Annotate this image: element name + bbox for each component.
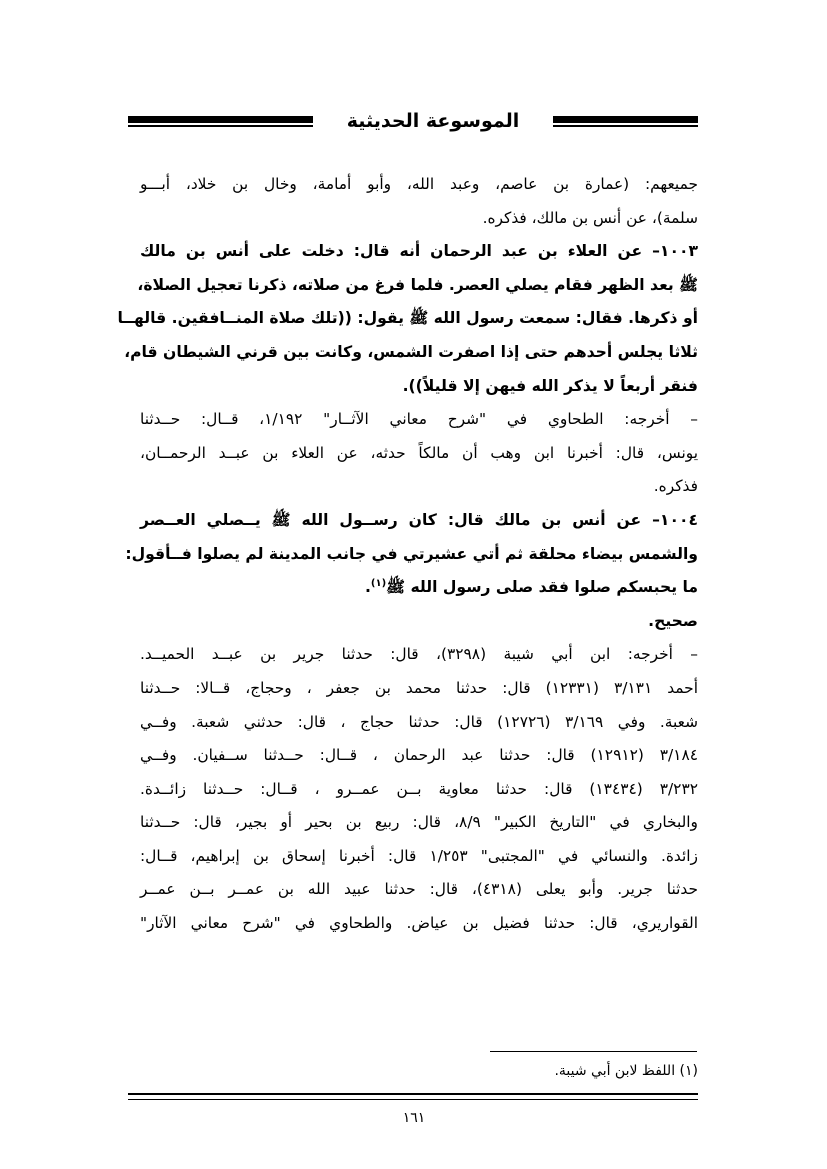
text-line: ١٠٠٣– عن العلاء بن عبد الرحمان أنه قال: دخلت على أنس بن مالك bbox=[140, 242, 698, 261]
text-line: جميعهم: (عمارة بن عاصم، وعبد الله، وأبو أمامة، وخال بن خلاد، أبـــو bbox=[140, 175, 698, 193]
header-rule-left bbox=[128, 116, 313, 123]
text-line: – أخرجه: الطحاوي في "شرح معاني الآثــار" ١/١٩٢، قــال: حــدثنا bbox=[140, 410, 698, 429]
body-text bbox=[117, 168, 699, 941]
text-line: ما يحبسكم صلوا فقد صلى رسول الله ﷺ$^{(١)}$. bbox=[364, 577, 698, 597]
page-number: ١٦١ bbox=[402, 1110, 426, 1126]
text-line: حدثنا جرير. وأبو يعلى (٤٣١٨)، قال: حدثنا عبيد الله بن عمــر بــن عمــر bbox=[140, 880, 698, 899]
text-line: القواريري، قال: حدثنا فضيل بن عياض. والطحاوي في "شرح معاني الآثار" bbox=[140, 914, 698, 933]
text-line: ثلاثا يجلس أحدهم حتى إذا اصفرت الشمس، وكانت بين قرني الشيطان قام، bbox=[124, 342, 698, 361]
header-rule-right bbox=[553, 116, 698, 123]
text-line: ٣/٢٣٢ (١٣٤٣٤) قال: حدثنا معاوية بــن عمــرو ، قــال: حــدثنا زائــدة. bbox=[140, 779, 698, 798]
text-line: يونس، قال: أخبرنا ابن وهب أن مالكاً حدثه، عن العلاء بن عبــد الرحمــان، bbox=[140, 443, 698, 462]
text-line: فذكره. bbox=[653, 477, 698, 496]
text-line: زائدة. والنسائي في "المجتبى" ١/٢٥٣ قال: أخبرنا إسحاق بن إبراهيم، قــال: bbox=[140, 846, 698, 865]
text-line: سلمة)، عن أنس بن مالك، فذكره. bbox=[482, 208, 698, 227]
text-line: صحيح. bbox=[648, 611, 698, 630]
text-line: والبخاري في "التاريخ الكبير" ٨/٩، قال: ربيع بن بحير أو بجير، قال: حــدثنا bbox=[140, 813, 698, 832]
text-line: – أخرجه: ابن أبي شيبة (٣٢٩٨)، قال: حدثنا جرير بن عبــد الحميــد. bbox=[140, 645, 698, 664]
text-line: شعبة. وفي ٣/١٦٩ (١٢٧٢٦) قال: حدثنا حجاج ، قال: حدثني شعبة. وفــي bbox=[140, 712, 699, 731]
text-line: أو ذكرها. فقال: سمعت رسول الله ﷺ يقول: ((تلك صلاة المنــافقين. قالهــا bbox=[117, 309, 698, 328]
text-line: ٣/١٨٤ (١٢٩١٢) قال: حدثنا عبد الرحمان ، قــال: حــدثنا ســفيان. وفــي bbox=[140, 746, 698, 765]
footnote-reference[interactable]: (١) bbox=[370, 577, 387, 589]
text-line: أحمد ٣/١٣١ (١٢٣٣١) قال: حدثنا محمد بن جعفر ، وحجاج، قــالا: حــدثنا bbox=[140, 678, 698, 697]
text-line: والشمس بيضاء محلقة ثم أتي عشيرتي في جانب المدينة لم يصلوا فــأقول: bbox=[125, 544, 698, 563]
footer-rule bbox=[128, 1093, 698, 1100]
running-header bbox=[128, 110, 698, 134]
text-line: ﷺ بعد الظهر فقام يصلي العصر. فلما فرغ من صلاته، ذكرنا تعجيل الصلاة، bbox=[137, 275, 698, 294]
footnote-separator bbox=[490, 1051, 697, 1052]
text-line: ١٠٠٤– عن أنس بن مالك قال: كان رســول الله ﷺ يــصلي العــصر bbox=[140, 510, 698, 529]
header-title: الموسوعة الحديثية bbox=[346, 110, 520, 132]
text-line: فنقر أربعاً لا يذكر الله فيهن إلا قليلاً)). bbox=[402, 376, 698, 395]
footnote: (١) اللفظ لابن أبي شيبة. bbox=[554, 1063, 698, 1079]
